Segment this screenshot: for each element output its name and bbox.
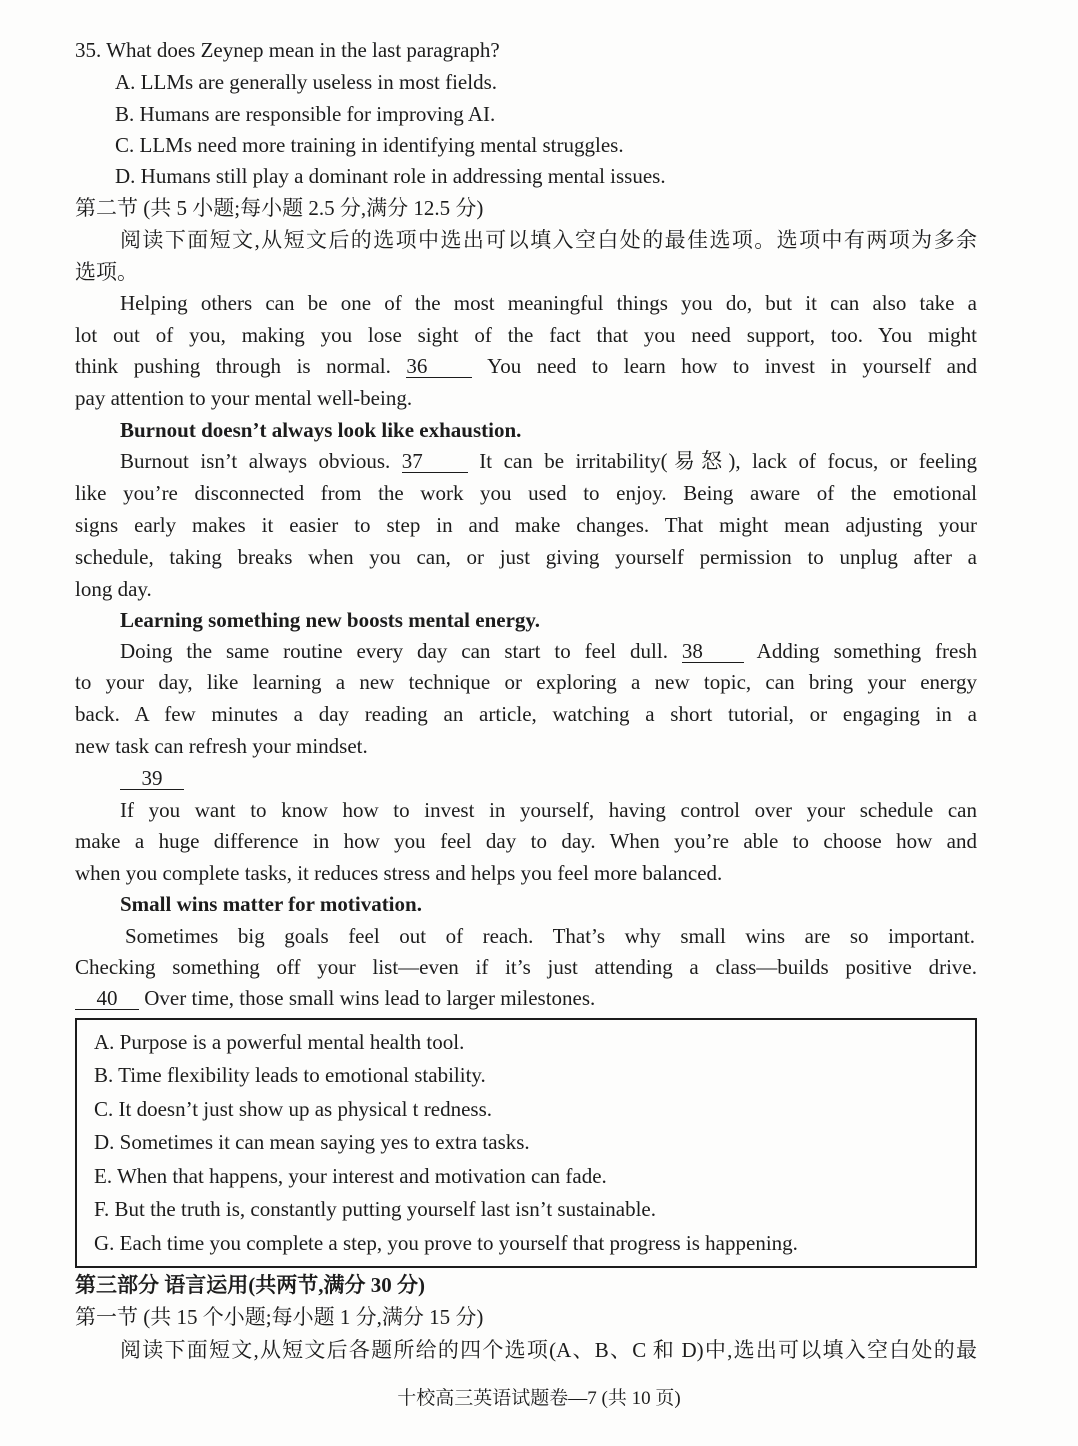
passage-p2-line1-before: Burnout isn’t always obvious.	[120, 449, 391, 473]
option-e: E. When that happens, your interest and motivation can fade.	[94, 1164, 607, 1188]
option-f: F. But the truth is, constantly putting yourself last isn’t sustainable.	[94, 1197, 656, 1221]
passage-p1-line3	[75, 352, 977, 380]
q35-option-a: A. LLMs are generally useless in most fields.	[115, 70, 497, 94]
option-a: A. Purpose is a powerful mental health tool.	[94, 1030, 465, 1054]
part3-sub-heading: 第一节 (共 15 个小题;每小题 1 分,满分 15 分)	[75, 1305, 484, 1329]
q35-option-d: D. Humans still play a dominant role in addressing mental issues.	[115, 164, 666, 188]
passage-p2-line5: long day.	[75, 577, 152, 601]
passage-p3-line1-after: Adding something fresh	[756, 639, 977, 663]
passage-p3-line1	[120, 637, 977, 665]
passage-p2-line2: like you’re disconnected from the work you used to enjoy. Being aware of the emotional	[75, 481, 977, 505]
passage-heading-learning: Learning something new boosts mental energy.	[120, 608, 540, 632]
passage-p2-line1	[120, 447, 977, 475]
passage-heading-39	[120, 764, 977, 792]
q35-option-b: B. Humans are responsible for improving AI.	[115, 102, 496, 126]
passage-heading-small-wins: Small wins matter for motivation.	[120, 892, 422, 916]
blank-39: 39	[120, 767, 184, 790]
section2-instruction-line1: 阅读下面短文,从短文后的选项中选出可以填入空白处的最佳选项。选项中有两项为多余	[120, 228, 977, 252]
blank-40: 40	[75, 987, 139, 1010]
passage-p3-line4: new task can refresh your mindset.	[75, 734, 368, 758]
passage-p3-line2: to your day, like learning a new technique or exploring a new topic, can bring your energy	[75, 670, 977, 694]
option-g: G. Each time you complete a step, you prove to yourself that progress is happening.	[94, 1231, 798, 1255]
passage-p1-line3-before: think pushing through is normal.	[75, 354, 391, 378]
passage-p4-line2: make a huge difference in how you feel day to day. When you’re able to choose how and	[75, 829, 977, 853]
passage-heading-burnout: Burnout doesn’t always look like exhaustion.	[120, 418, 522, 442]
passage-p5-line3	[75, 984, 977, 1012]
passage-p1-line3-after: You need to learn how to invest in yourself and	[487, 354, 977, 378]
passage-p4-line3: when you complete tasks, it reduces stress and helps you feel more balanced.	[75, 861, 723, 885]
part3-instruction: 阅读下面短文,从短文后各题所给的四个选项(A、B、C 和 D)中,选出可以填入空白处的最	[120, 1338, 977, 1362]
passage-p3-line3: back. A few minutes a day reading an article, watching a short tutorial, or engaging in a	[75, 702, 977, 726]
passage-p1-line1: Helping others can be one of the most meaningful things you do, but it can also take a	[120, 291, 977, 315]
q35-option-c: C. LLMs need more training in identifying mental struggles.	[115, 133, 624, 157]
passage-p4-line1: If you want to know how to invest in yourself, having control over your schedule can	[120, 798, 977, 822]
option-b: B. Time flexibility leads to emotional stability.	[94, 1063, 486, 1087]
page-footer: 十校高三英语试题卷—7 (共 10 页)	[397, 1388, 681, 1409]
passage-p5-line1: Sometimes big goals feel out of reach. That’s why small wins are so important.	[125, 924, 975, 948]
option-d: D. Sometimes it can mean saying yes to extra tasks.	[94, 1130, 530, 1154]
blank-37: 37	[402, 450, 468, 473]
passage-p5-line2: Checking something off your list—even if it’s just attending a class—builds positive drive.	[75, 955, 977, 979]
passage-p5-line3-after: Over time, those small wins lead to larger milestones.	[144, 986, 596, 1010]
q35-stem: 35. What does Zeynep mean in the last paragraph?	[75, 38, 500, 62]
passage-p2-line1-after: It can be irritability(易怒), lack of focus, or feeling	[479, 449, 977, 473]
blank-38: 38	[682, 640, 744, 663]
passage-p2-line3: signs early makes it easier to step in and make changes. That might mean adjusting your	[75, 513, 977, 537]
passage-p1-line2: lot out of you, making you lose sight of the fact that you need support, too. You might	[75, 323, 977, 347]
section2-heading: 第二节 (共 5 小题;每小题 2.5 分,满分 12.5 分)	[75, 196, 484, 220]
passage-p2-line4: schedule, taking breaks when you can, or just giving yourself permission to unplug after a	[75, 545, 977, 569]
section2-instruction-line2: 选项。	[75, 260, 138, 284]
part3-heading: 第三部分 语言运用(共两节,满分 30 分)	[75, 1273, 425, 1297]
passage-p1-line4: pay attention to your mental well-being.	[75, 386, 413, 410]
option-c: C. It doesn’t just show up as physical t redness.	[94, 1097, 492, 1121]
passage-p3-line1-before: Doing the same routine every day can start to feel dull.	[120, 639, 668, 663]
blank-36: 36	[406, 355, 472, 378]
